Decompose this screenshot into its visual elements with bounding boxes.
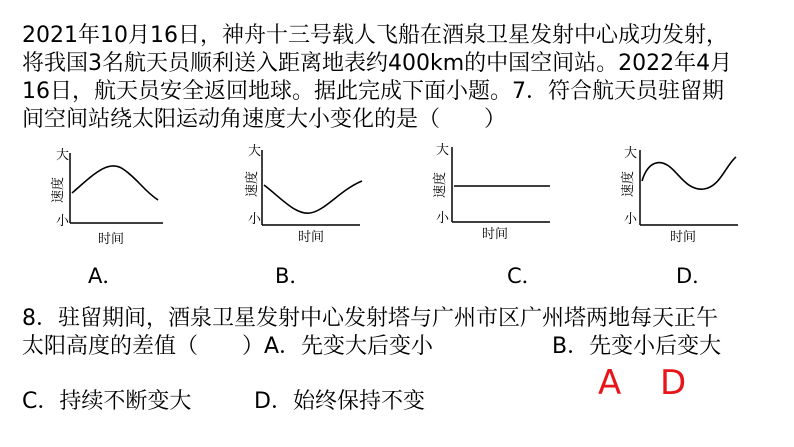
- answer-q7: A: [598, 363, 622, 403]
- graph-a-speed-label: 速度: [51, 176, 66, 203]
- graph-c: [420, 142, 570, 247]
- graph-b-big-label: 大: [248, 144, 262, 159]
- q8-option-b[interactable]: B．先变小后变大: [552, 334, 722, 359]
- graph-c-big-label: 大: [436, 143, 450, 158]
- q8-option-d[interactable]: D．始终保持不变: [254, 389, 425, 414]
- graph-a-big-label: 大: [56, 148, 70, 163]
- q8-line-1: 8．驻留期间，酒泉卫星发射中心发射塔与广州市区广州塔两地每天正午: [22, 306, 718, 331]
- graph-c-small-label: 小: [436, 211, 450, 226]
- graph-b-small-label: 小: [248, 212, 262, 227]
- q7-line-3: 16日，航天员安全返回地球。据此完成下面小题。7．符合航天员驻留期: [22, 79, 724, 104]
- q7-line-4: 间空间站绕太阳运动角速度大小变化的是（ ）: [22, 107, 507, 132]
- q7-line-1: 2021年10月16日，神舟十三号载人飞船在酒泉卫星发射中心成功发射，: [22, 23, 728, 48]
- graph-a-option-label[interactable]: A．: [88, 264, 124, 288]
- graph-c-speed-label: 速度: [433, 171, 448, 198]
- graph-c-time-label: 时间: [482, 227, 509, 242]
- graph-b: [230, 145, 380, 250]
- graph-d-curve: [642, 157, 736, 189]
- graph-d-small-label: 小: [624, 212, 638, 227]
- graph-d-big-label: 大: [624, 146, 638, 161]
- graph-d-option-label[interactable]: D．: [676, 264, 714, 288]
- q8-option-c[interactable]: C．持续不断变大: [22, 389, 192, 414]
- graph-c-option-label[interactable]: C．: [507, 264, 543, 288]
- graph-b-option-label[interactable]: B．: [275, 264, 311, 288]
- graph-b-curve: [264, 181, 362, 213]
- answer-q8: D: [660, 363, 687, 403]
- graph-d-time-label: 时间: [670, 230, 697, 245]
- graph-a-curve: [72, 166, 158, 200]
- graph-b-speed-label: 速度: [245, 170, 260, 197]
- graph-a-time-label: 时间: [98, 232, 125, 247]
- graph-d: [608, 145, 758, 250]
- q7-line-2: 将我国3名航天员顺利送入距离地表约400km的中国空间站。2022年4月: [22, 51, 733, 76]
- graph-a-small-label: 小: [56, 214, 70, 229]
- graph-a: [38, 145, 188, 250]
- graph-d-speed-label: 速度: [621, 170, 636, 197]
- graph-b-time-label: 时间: [298, 230, 325, 245]
- q8-line-2: 太阳高度的差值（ ）A．先变大后变小: [22, 334, 434, 359]
